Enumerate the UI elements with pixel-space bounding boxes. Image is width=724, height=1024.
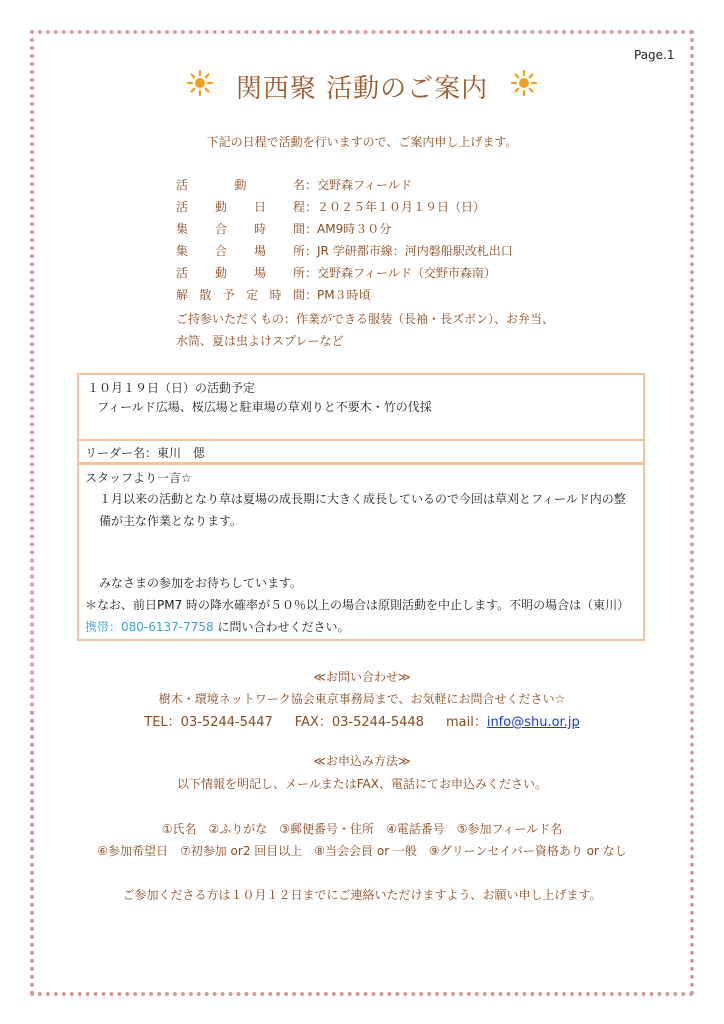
detail-row: 活 動 日 程 ： ２０２５年１０月１９日（日） [176,198,556,220]
apply-items-line2: ⑥参加希望日 ⑦初参加 or2 回目以上 ⑧当会会員 or 一般 ⑨グリーンセイバー資格あり or なし [97,844,627,858]
detail-label: 解 散 予 定 時 間 [176,288,305,302]
detail-row: 集 合 場 所 ： JR 学研都市線：河内磐船駅改札出口 [176,242,556,264]
leader-name: リーダー名：東川 偲 [85,446,206,460]
detail-value: JR 学研都市線：河内磐船駅改札出口 [317,244,513,258]
detail-label: 活 動 場 所 [176,266,305,280]
schedule-heading: １０月１９日（日）の活動予定 [87,381,256,395]
intro-text: 下記の日程で活動を行いますので、ご案内申し上げます。 [206,135,518,149]
fax-number: FAX：03-5244-5448 [294,715,424,730]
detail-value: PM３時頃 [317,288,371,302]
sun-icon [187,70,213,103]
apply-items-line1: ①氏名 ②ふりがな ③郵便番号・住所 ④電話番号 ⑤参加フィールド名 [161,822,563,836]
detail-value: 交野森フィールド（交野市森南） [317,266,496,280]
detail-value: ２０２５年１０月１９日（日） [317,200,486,214]
detail-row: 活 動 名 ： 交野森フィールド [176,176,556,198]
apply-instructions: 以下情報を明記し、メールまたはFAX、電話にてお申込みください。 [177,777,547,791]
contact-org: 樹木・環境ネットワーク協会東京事務局まで、お気軽にお問合せください☆ [158,692,566,706]
detail-label: 集 合 時 間 [176,222,305,236]
mail-label: mail： [445,715,487,730]
contact-heading: ≪お問い合わせ≫ [313,670,411,684]
event-details [176,176,556,352]
detail-value: 交野森フィールド [317,178,412,192]
detail-label: 活 動 日 程 [176,200,305,214]
sun-icon [511,70,537,103]
detail-value: AM9時３０分 [317,222,392,236]
staff-message: １月以来の活動となり草は夏場の成長期に大きく成長しているので今回は草刈とフィールド内の整備が主な作業となります。 [99,492,626,528]
detail-label: 活 動 名 [176,178,305,192]
page-title [0,68,724,105]
tel-number: TEL：03-5244-5447 [144,715,273,730]
mail-link[interactable]: info@shu.or.jp [486,715,580,730]
items-to-bring: ご持参いただくもの：作業ができる服装（長袖・長ズボン）、お弁当、水筒、夏は虫よけスプレーなど [176,312,555,348]
staff-invite: みなさまの参加をお待ちしています。 [99,576,303,590]
rain-note [85,594,637,638]
apply-heading: ≪お申込み方法≫ [313,754,411,768]
page-number: Page.1 [634,48,675,62]
detail-row: 集 合 時 間 ： AM9時３０分 [176,220,556,242]
staff-message-box [77,463,645,641]
title-text: 関西聚 活動のご案内 [235,74,489,104]
schedule-box [77,373,645,441]
schedule-body: フィールド広場、桜広場と駐車場の草刈りと不要木・竹の伐採 [97,400,432,414]
apply-deadline: ご参加くださる方は１０月１２日までにご連絡いただけますよう、お願い申し上げます。 [122,888,602,902]
contact-line [0,711,724,730]
detail-label: 集 合 場 所 [176,244,305,258]
staff-heading: スタッフより一言☆ [85,471,192,485]
rain-note-end: に問い合わせください。 [213,620,350,634]
mobile-number: 携帯：080-6137-7758 [85,620,214,634]
rain-note-text: ＊なお、前日PM7 時の降水確率が５０％以上の場合は原則活動を中止します。不明の場合は（東川） [85,598,630,612]
leader-box [77,441,645,464]
detail-row: 活 動 場 所 ： 交野森フィールド（交野市森南） [176,264,556,286]
detail-row: 解 散 予 定 時 間 ： PM３時頃 [176,286,556,308]
